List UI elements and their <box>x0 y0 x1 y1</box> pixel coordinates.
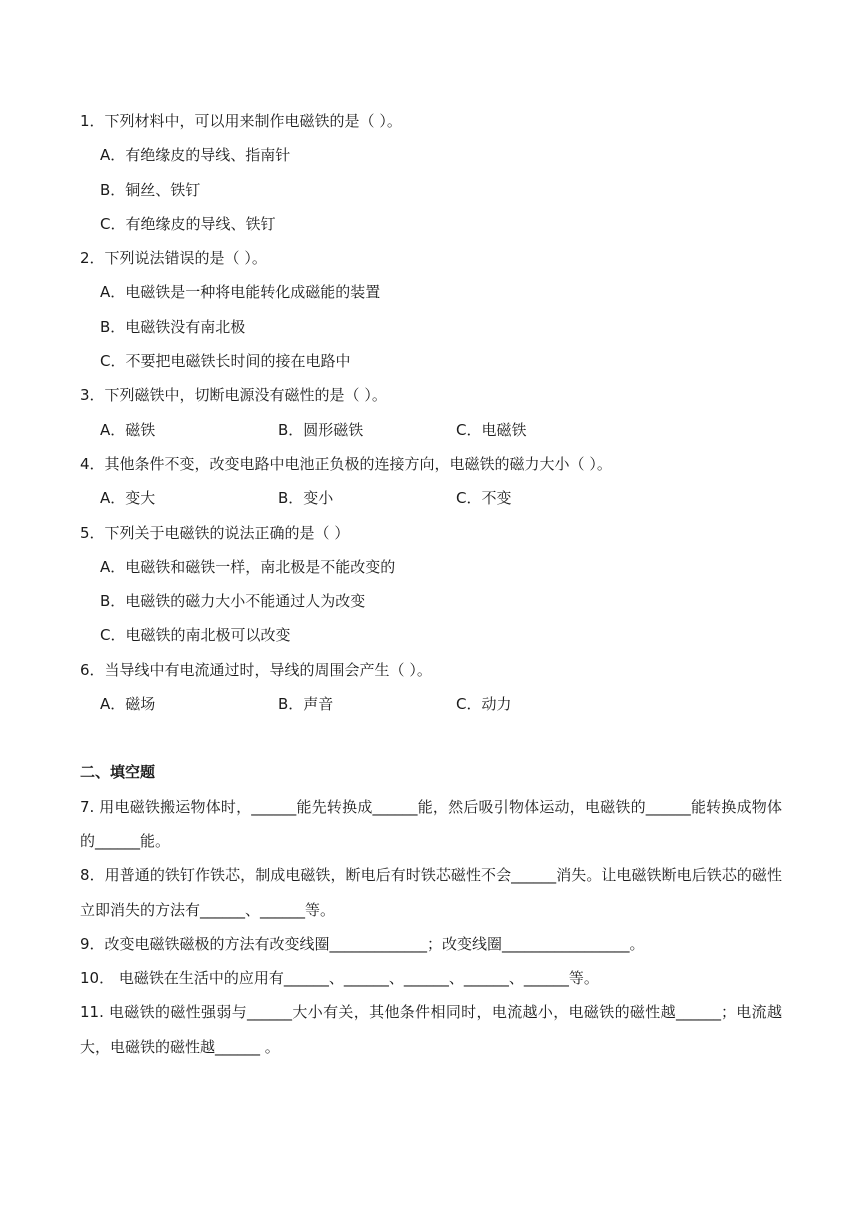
fill-question-11: 11. 电磁铁的磁性强弱与______大小有关，其他条件相同时，电流越小，电磁铁的磁性越______；电流越大，电磁铁的磁性越______ 。 <box>80 1003 782 1056</box>
question-6-options <box>80 687 782 721</box>
question-5-option-c: C．电磁铁的南北极可以改变 <box>100 626 291 645</box>
question-6-option-b: B．声音 <box>278 695 334 714</box>
question-2-option-a: A．电磁铁是一种将电能转化成磁能的装置 <box>100 283 381 302</box>
question-6-stem: 6．当导线中有电流通过时，导线的周围会产生（ ）。 <box>80 660 432 679</box>
question-4-stem: 4．其他条件不变，改变电路中电池正负极的连接方向，电磁铁的磁力大小（ ）。 <box>80 454 612 473</box>
question-5-option-a: A．电磁铁和磁铁一样，南北极是不能改变的 <box>100 557 396 576</box>
question-4-option-a: A．变大 <box>100 489 156 508</box>
question-4-option-b: B．变小 <box>278 489 334 508</box>
question-4-options <box>80 481 782 515</box>
question-2-option-c: C．不要把电磁铁长时间的接在电路中 <box>100 352 351 371</box>
question-2-option-b: B．电磁铁没有南北极 <box>100 317 246 336</box>
question-6-option-a: A．磁场 <box>100 695 156 714</box>
question-5-option-b: B．电磁铁的磁力大小不能通过人为改变 <box>100 592 366 611</box>
question-1-stem: 1．下列材料中，可以用来制作电磁铁的是（ ）。 <box>80 112 402 130</box>
question-6-option-c: C．动力 <box>456 695 512 714</box>
question-4-option-c: C．不变 <box>456 489 512 508</box>
section-2-title: 二、填空题 <box>80 763 156 782</box>
question-1-option-b: B．铜丝、铁钉 <box>100 180 201 199</box>
question-5-stem: 5．下列关于电磁铁的说法正确的是（ ） <box>80 523 350 542</box>
fill-question-10: 10． 电磁铁在生活中的应用有______、______、______、______、______等。 <box>80 969 599 988</box>
question-1-option-c: C．有绝缘皮的导线、铁钉 <box>100 214 276 233</box>
fill-question-7: 7. 用电磁铁搬运物体时，______能先转换成______能，然后吸引物体运动，电磁铁的______能转换成物体的______能。 <box>80 797 782 850</box>
question-1-option-a: A．有绝缘皮的导线、指南针 <box>100 146 291 165</box>
question-3-option-a: A．磁铁 <box>100 420 156 439</box>
question-3-options <box>80 413 782 447</box>
worksheet-content <box>80 104 782 1064</box>
question-3-option-b: B．圆形磁铁 <box>278 420 364 439</box>
fill-question-8: 8．用普通的铁钉作铁芯，制成电磁铁，断电后有时铁芯磁性不会______消失。让电磁铁断电后铁芯的磁性立即消失的方法有______、______等。 <box>80 866 782 919</box>
question-3-stem: 3．下列磁铁中，切断电源没有磁性的是（ ）。 <box>80 386 387 405</box>
question-2-stem: 2．下列说法错误的是（ ）。 <box>80 249 267 268</box>
question-3-option-c: C．电磁铁 <box>456 420 527 439</box>
fill-question-9: 9．改变电磁铁磁极的方法有改变线圈_____________；改变线圈_________________。 <box>80 934 645 953</box>
section-spacer <box>80 721 782 755</box>
